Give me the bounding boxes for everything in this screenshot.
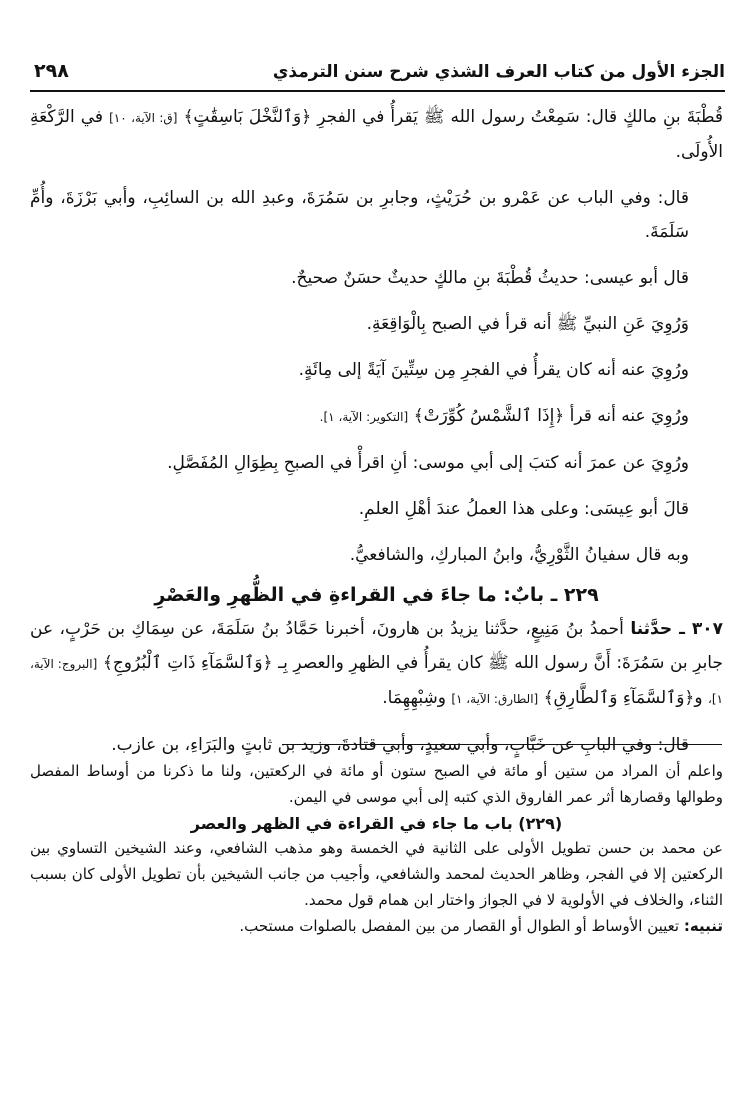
paragraph-9: وبه قال سفيانُ الثَّوْرِيُّ، وابنُ المباركِ، والشافعيُّ. [349,545,689,565]
page-header [30,56,725,92]
paragraph-7: ورُوِيَ عن عمرَ أنه كتبَ إلى أبي موسى: أنِ اقرأْ في الصبحِ بِطِوَالِ المُفَصَّلِ. [167,453,689,473]
footnote-title: (٢٢٩) باب ما جاء في القراءة في الظهر والعصر [190,814,563,833]
bab-paragraph: قال: وفي البابِ عن خَبَّابٍ، وأبي سعيدٍ، وأبي قتادةَ، وزيد بن ثابتٍ والبَرَاءِ، بن عازب. [111,735,689,755]
footnote-paragraph-1: واعلم أن المراد من ستين أو مائة في الصبح ستون أو مائة في الركعتين، ولنا ما ذكرنا من أوساط المفصل وطوالها وقصارها أثر عمر الفاروق الذي كتبه إلى أبي موسى في اليمن. [30,762,723,806]
note-label: تنبيه: [683,917,723,935]
hadith-number: ٣٠٧ ـ حدَّثنا [630,619,723,639]
quran-citation: [ق: الآية، ١٠] [109,111,178,125]
page-number: ٢٩٨ [34,60,69,82]
paragraph-2: قال: وفي الباب عن عَمْرو بن حُرَيْثٍ، وجابرِ بن سَمُرَةَ، وعبدِ الله بن السائِبِ، وأبي بَرْزَةَ، وأُمِّ سَلَمَةَ. [30,188,689,242]
footnote-divider [282,744,722,745]
paragraph-5: ورُوِيَ عنه أنه كان يقرأُ في الفجرِ مِن سِتِّينَ آيَةً إلى مِائَةٍ. [298,360,689,380]
paragraph-4: وَرُوِيَ عَنِ النبيِّ ﷺ أنه قرأ في الصبح بِالْوَاقِعَةِ. [366,314,689,334]
paragraph-8: قالَ أبو عِيسَى: وعلى هذا العملُ عندَ أهْلِ العلمِ. [358,499,689,519]
footnotes [30,758,723,939]
paragraph-3: قال أبو عيسى: حديثُ قُطْبَةَ بنِ مالكٍ حديثٌ حسَنٌ صحيحٌ. [291,268,689,288]
main-text [30,100,723,774]
paragraph-6: ورُوِيَ عنه أنه قرأ ﴿إِذَا ٱلشَّمْسُ كُوِّرَتْ﴾ [التكوير: الآية، ١]. [319,406,689,426]
section-title: ٢٢٩ ـ بابٌ: ما جاءَ في القراءةِ في الظُّهرِ والعَصْرِ [154,584,599,606]
footnote-note: تنبيه: تعيين الأوساط أو الطوال أو القصار من بين المفصل بالصلوات مستحب. [239,917,723,935]
running-title: الجزء الأول من كتاب العرف الشذي شرح سنن الترمذي [272,62,725,82]
paragraph-1: قُطْبَةَ بنِ مالكٍ قال: سَمِعْتُ رسول الله ﷺ يَقرأُ في الفجرِ ﴿وَٱلنَّخْلَ بَاسِقَٰتٍ﴾ [ق: الآية، ١٠] في الرَّكْعَةِ الأُولَى. [30,107,724,162]
footnote-paragraph-2: عن محمد بن حسن تطويل الأولى على الثانية في الخمسة وهو مذهب الشافعي، وعند الشيخين التساوي بين الركعتين إلا في الفجر، وظاهر الحديث لمحمد والشافعي، وأجيب من جانب الشيخين بأن تطويل الأولى كان بسبب الثناء، والخلاف في الأولوية لا في الجواز واختار ابن همام قول محمد. [30,839,723,909]
quran-citation: [التكوير: الآية، ١]. [319,410,409,424]
hadith-paragraph: ٣٠٧ ـ حدَّثنا أحمدُ بنُ مَنِيعٍ، حدَّثنا يزيدُ بن هارونَ، أخبرنا حَمَّادُ بنُ سَلَمَةَ، عن سِمَاكِ بن حَرْبٍ، عن جابرِ بن سَمُرَةَ: أَنَّ رسول الله ﷺ كان يقرأُ في الظهرِ والعصرِ بِـ ﴿وَٱلسَّمَآءِ ذَاتِ ٱلْبُرُوجِ﴾ [البروج: الآية، ١]، و﴿وَٱلسَّمَآءِ وَٱلطَّارِقِ﴾ [الطارق: الآية، ١] وشِبْهِهِمَا. [30,619,723,708]
